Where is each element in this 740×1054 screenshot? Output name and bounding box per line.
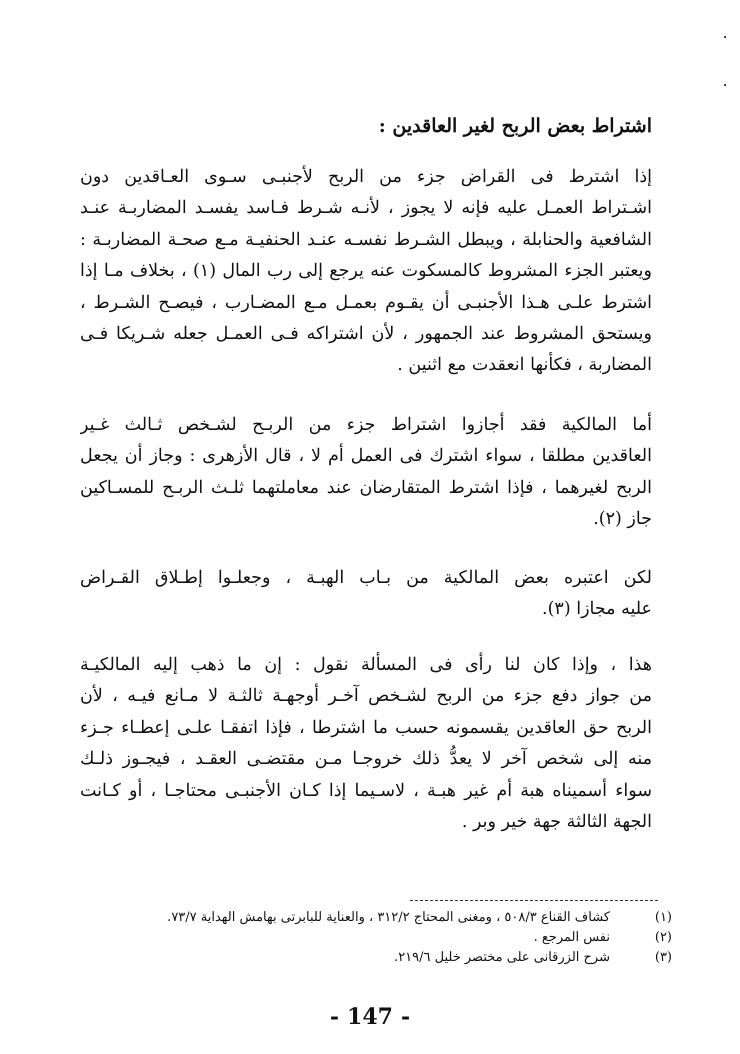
text-line: جاز (٢). [593,509,652,530]
text-line: العاقدين مطلقا ، سواء اشترك فى العمل أم لا ، قال الأزهرى : وجاز أن يجعل [80,446,652,467]
scan-speck [724,36,726,38]
page-number-value: 147 [347,1004,393,1030]
section-heading: اشتراط بعض الربح لغير العاقدين : [378,115,652,137]
text-line: ويعتبر الجزء المشروط كالمسكوت عنه يرجع إلى رب المال (١) ، بخلاف مـا إذا [80,261,652,282]
text-line: الربح حق العاقدين يقسمونه حسب ما اشترطا ، فإذا اتفقـا علـى إعطـاء جـزء [80,717,652,738]
page-number [0,1004,740,1030]
footnote-number: (٣) [654,950,672,965]
paragraph-1 [80,162,652,382]
footnote-text: كشاف القناع ٥٠٨/٣ ، ومغنى المحتاج ٣١٢/٢ ، والعناية للبابرتى بهامش الهداية ٧٣/٧. [167,910,610,925]
text-line: لكن اعتبره بعض المالكية من بـاب الهبـة ، وجعلـوا إطـلاق القـراض [80,568,652,588]
footnote-number: (١) [654,910,672,925]
text-line: إذا اشترط فى القراض جزء من الربح لأجنبـى سـوى العـاقدين دون [80,167,652,187]
footnote-item [72,948,672,968]
dash-left: - [329,1004,340,1030]
footnote-item [72,928,672,948]
footnote-item [72,908,672,928]
footnote-text: نفس المرجع . [533,930,610,945]
text-line: أما المالكية فقد أجازوا اشتراط جزء من الربـح لشـخص ثـالث غـير [80,415,652,435]
paragraph-4 [80,650,652,838]
dash-right: - [400,1004,411,1030]
paragraph-2 [80,410,652,536]
text-line: الشافعية والحنابلة ، ويبطل الشـرط نفسـه عنـد الحنفيـة مـع صحـة المضاربـة : [80,229,652,250]
text-line: من جواز دفع جزء من الربح لشـخص آخـر أوجهـة ثالثـة لا مـانع فيـه ، لأن [80,686,652,707]
scan-speck [724,84,726,86]
text-line: الجهة الثالثة جهة خير وبر . [461,811,652,832]
text-line: المضاربة ، فكأنها انعقدت مع اثنين . [397,355,652,376]
text-line: سواء أسميناه هبة أم غير هبـة ، لاسـيما إذا كـان الأجنبـى محتاجـا ، أو كـانت [80,780,652,801]
text-line: هذا ، وإذا كان لنا رأى فى المسألة نقول : إن ما ذهب إليه المالكيـة [80,655,652,675]
footnote-text: شرح الزرقانى على مختصر خليل ٢١٩/٦. [394,950,610,965]
text-line: الربح لغيرهما ، فإذا اشترط المتقارضان عند معاملتهما ثلـث الربـح للمسـاكين [80,477,652,498]
text-line: عليه مجازا (٣). [542,599,652,620]
text-line: اشـتراط العمـل عليه فإنه لا يجوز ، لأنـه شـرط فـاسد يفسـد المضاربـة عنـد [80,198,652,219]
text-line: اشترط علـى هـذا الأجنبـى أن يقـوم بعمـل مـع المضـارب ، فيصـح الشـرط ، [80,292,652,313]
text-line: منه إلى شخص آخر لا يعدُّ ذلك خروجـا مـن مقتضـى العقـد ، فيجـوز ذلـك [80,749,652,770]
footnote-divider [410,900,658,901]
paragraph-3 [80,563,652,626]
footnote-number: (٢) [654,930,672,945]
footnotes [72,908,672,968]
text-line: ويستحق المشروط عند الجمهور ، لأن اشتراكه فـى العمـل جعله شـريكا فـى [80,323,652,344]
